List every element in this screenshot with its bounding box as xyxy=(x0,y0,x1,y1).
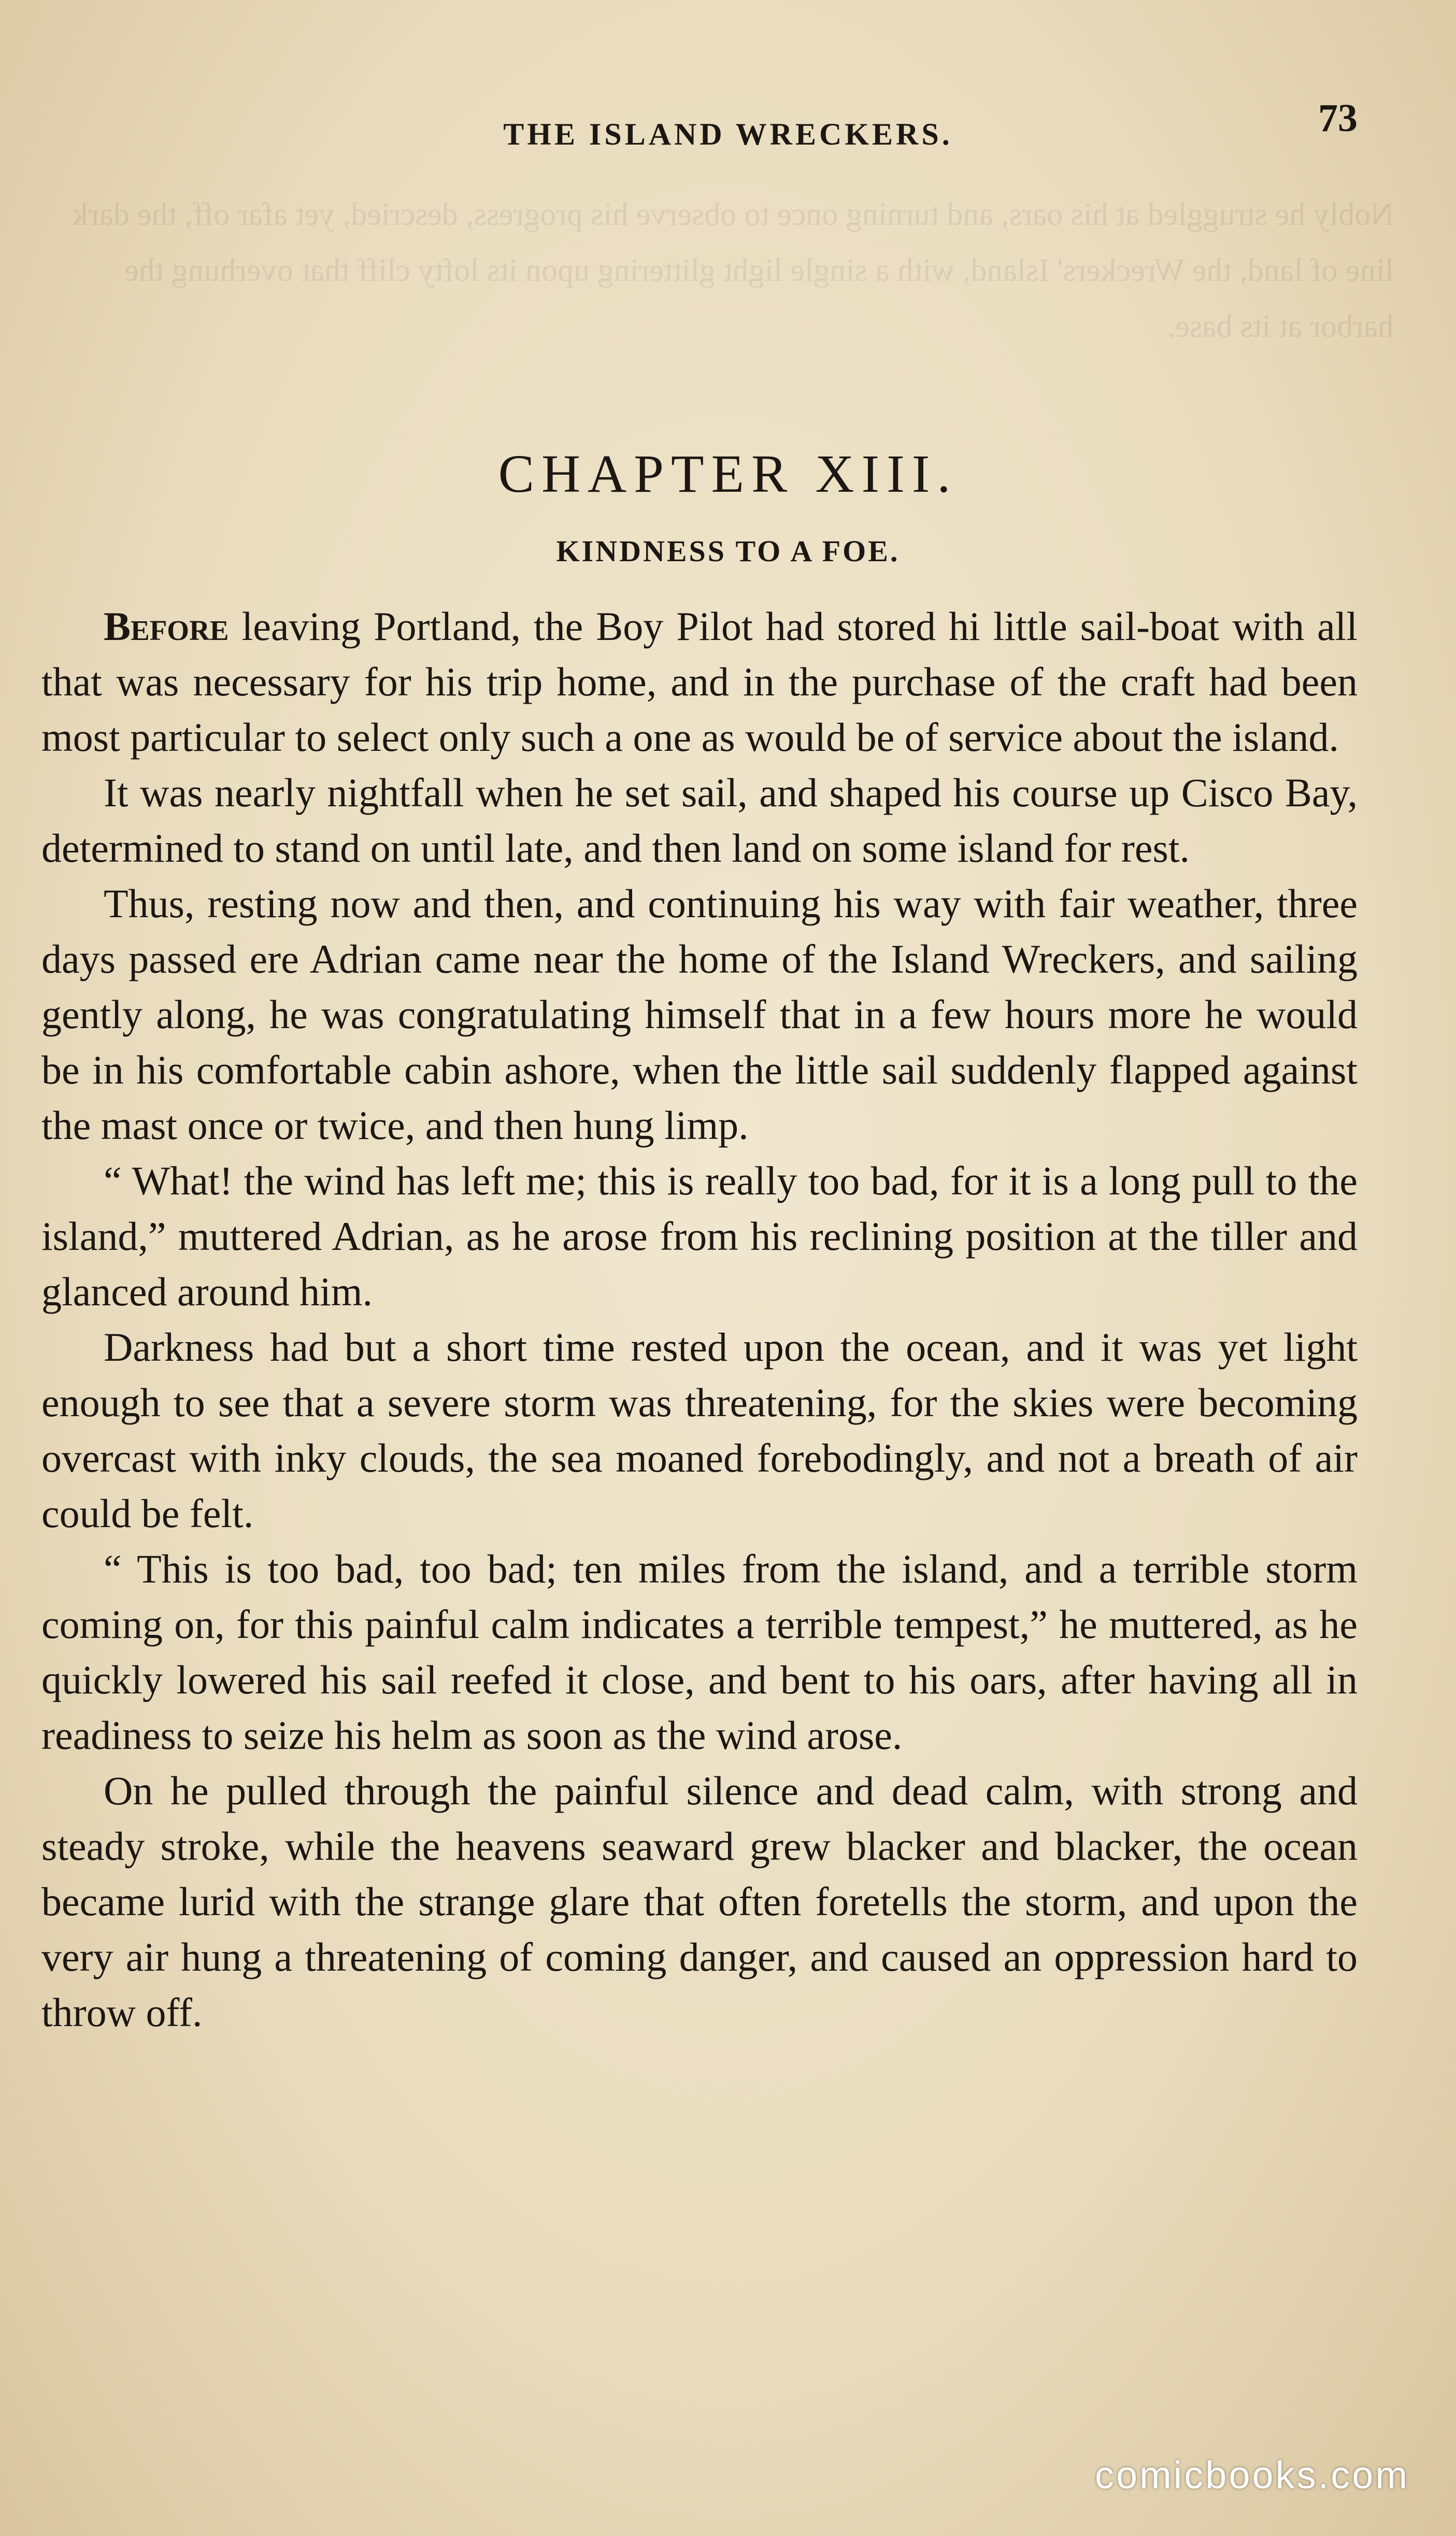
drop-lead-word: Before xyxy=(104,604,229,649)
page-number: 73 xyxy=(1318,96,1358,140)
paragraph-2: It was nearly nightfall when he set sail, and shaped his course up Cisco Bay, determined to stand on until late, and then land on some island for rest. xyxy=(41,770,1358,871)
paragraph-7: On he pulled through the painful silence and dead calm, with strong and steady stroke, while the heavens seaward grew blacker and blacker, the ocean became lurid with the strange glare that often foretells the storm, and upon the very air hung a threatening of coming danger, and caused an oppression hard to throw off. xyxy=(41,1768,1358,2035)
chapter-subtitle: KINDNESS TO A FOE. xyxy=(556,534,900,568)
paragraph-5: Darkness had but a short time rested upon the ocean, and it was yet light enough to see that a severe storm was threatening, for the skies were becoming overcast with inky clouds, the sea moaned forebodingly, and not a breath of air could be felt. xyxy=(41,1324,1358,1536)
paragraph-6: “ This is too bad, too bad; ten miles from the island, and a terrible storm coming on, for this painful calm indicates a terrible tempest,” he muttered, as he quickly lowered his sail reefed it close, and bent to his oars, after having all in readiness to seize his helm as soon as the wind arose. xyxy=(41,1546,1358,1758)
body-text xyxy=(41,599,1358,2040)
show-through-text: Nobly he struggled at his oars, and turning once to observe his progress, descried, yet afar off, the dark line of land, the Wreckers' Island, with a single light glittering upon its lofty cliff that overhung the harbor at its base. xyxy=(72,197,1394,344)
paragraph-1 xyxy=(41,599,1358,765)
running-head: THE ISLAND WRECKERS. xyxy=(503,117,953,151)
chapter-title: CHAPTER XIII. xyxy=(498,444,958,504)
paragraph-3: Thus, resting now and then, and continuing his way with fair weather, three days passed ere Adrian came near the home of the Island Wreckers, and sailing gently along, he was congratulating himself that in a few hours more he would be in his comfortable cabin ashore, when the little sail suddenly flapped against the mast once or twice, and then hung limp. xyxy=(41,881,1358,1148)
watermark: comicbooks.com xyxy=(1094,2454,1409,2497)
paragraph-4: “ What! the wind has left me; this is really too bad, for it is a long pull to the island,” muttered Adrian, as he arose from his reclining position at the tiller and glanced around him. xyxy=(41,1158,1358,1314)
paragraph-text: leaving Portland, the Boy Pilot had stored hi little sail-boat with all that was necessary for his trip home, and in the purchase of the craft had been most particular to select only such a one as would be of service about the island. xyxy=(41,604,1358,760)
